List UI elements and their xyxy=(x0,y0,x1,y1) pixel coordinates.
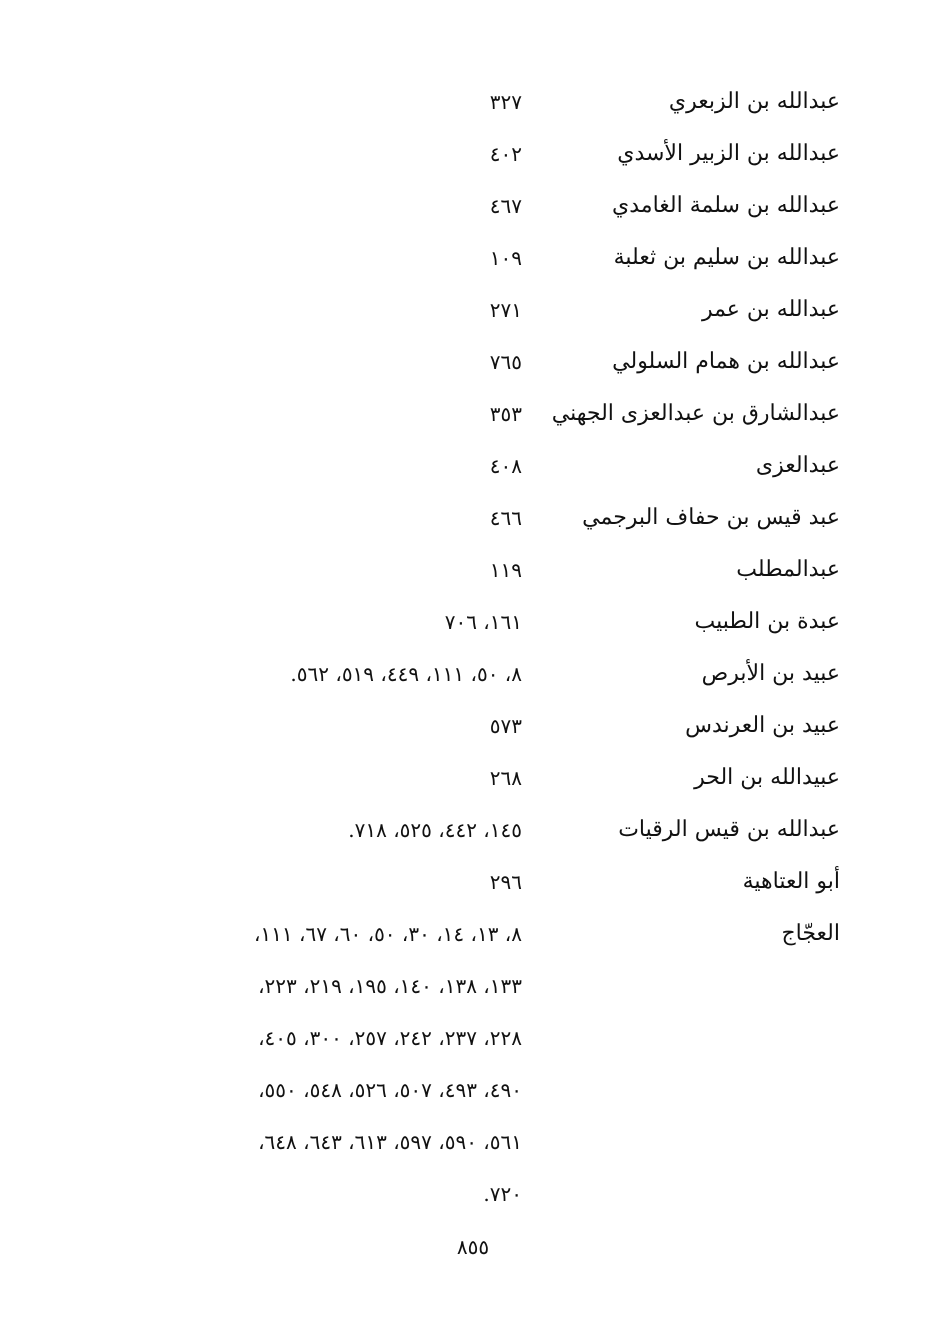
pages-continuation-line: ٤٩٠، ٤٩٣، ٥٠٧، ٥٢٦، ٥٤٨، ٥٥٠، xyxy=(258,1078,522,1102)
entry-name: عبدة بن الطبيب xyxy=(694,609,840,634)
entry-pages: ٤٠٨ xyxy=(489,454,522,478)
entry-pages: ٣٥٣ xyxy=(489,402,522,426)
entry-pages: ٢٦٨ xyxy=(489,766,522,790)
pages-continuation-line: ١٣٣، ١٣٨، ١٤٠، ١٩٥، ٢١٩، ٢٢٣، xyxy=(258,974,522,998)
entry-name: عبدالمطلب xyxy=(736,557,840,582)
entry-pages: ٣٢٧ xyxy=(489,90,522,114)
index-entry xyxy=(0,186,946,226)
entry-name: عبدالله بن قيس الرقيات xyxy=(618,817,840,842)
index-entry xyxy=(0,914,946,954)
entry-pages: ١٦١، ٧٠٦ xyxy=(444,610,522,634)
index-entry xyxy=(0,758,946,798)
index-entry xyxy=(0,342,946,382)
entry-name: عبدالله بن عمر xyxy=(701,297,840,322)
entry-pages: ٤٦٦ xyxy=(489,506,522,530)
entry-pages: ٤٦٧ xyxy=(489,194,522,218)
entry-pages: ٧٦٥ xyxy=(489,350,522,374)
entry-name: عبدالله بن الزبير الأسدي xyxy=(617,141,840,166)
page-number: ٨٥٥ xyxy=(456,1235,490,1259)
entry-pages: ٢٩٦ xyxy=(489,870,522,894)
index-entry xyxy=(0,602,946,642)
entry-name: عبدالله بن سليم بن ثعلبة xyxy=(613,245,840,270)
entry-name: عبدالعزى xyxy=(755,453,840,478)
index-entry xyxy=(0,862,946,902)
entry-name: عبدالله بن سلمة الغامدي xyxy=(612,193,840,218)
entry-pages: ٤٠٢ xyxy=(489,142,522,166)
index-entry xyxy=(0,394,946,434)
index-entry xyxy=(0,810,946,850)
index-entry xyxy=(0,134,946,174)
entry-name: عبيد بن الأبرص xyxy=(701,661,840,686)
entry-pages: ٢٧١ xyxy=(489,298,522,322)
pages-continuation-line: ٧٢٠. xyxy=(483,1182,522,1206)
entry-name: عبدالشارق بن عبدالعزى الجهني xyxy=(551,401,840,426)
entry-name: العجّاج xyxy=(781,921,840,946)
entry-name: عبيدالله بن الحر xyxy=(694,765,840,790)
entry-pages: ١٤٥، ٤٤٢، ٥٢٥، ٧١٨. xyxy=(348,818,522,842)
pages-continuation-line: ٥٦١، ٥٩٠، ٥٩٧، ٦١٣، ٦٤٣، ٦٤٨، xyxy=(258,1130,522,1154)
entry-name: عبيد بن العرندس xyxy=(685,713,840,738)
entry-name: عبد قيس بن حفاف البرجمي xyxy=(582,505,840,530)
entry-pages: ١١٩ xyxy=(489,558,522,582)
index-entry xyxy=(0,82,946,122)
index-entry xyxy=(0,706,946,746)
index-entry xyxy=(0,238,946,278)
entry-name: أبو العتاهية xyxy=(742,869,840,894)
entry-pages: ٥٧٣ xyxy=(489,714,522,738)
index-entry xyxy=(0,550,946,590)
index-entry xyxy=(0,498,946,538)
index-entry xyxy=(0,446,946,486)
entry-pages: ١٠٩ xyxy=(489,246,522,270)
index-entry xyxy=(0,654,946,694)
pages-continuation-line: ٢٢٨، ٢٣٧، ٢٤٢، ٢٥٧، ٣٠٠، ٤٠٥، xyxy=(258,1026,522,1050)
entry-name: عبدالله بن الزبعري xyxy=(668,89,840,114)
entry-pages: ٨، ٥٠، ١١١، ٤٤٩، ٥١٩، ٥٦٢. xyxy=(290,662,522,686)
entry-pages: ٨، ١٣، ١٤، ٣٠، ٥٠، ٦٠، ٦٧، ١١١، xyxy=(253,922,522,946)
entry-name: عبدالله بن همام السلولي xyxy=(612,349,840,374)
index-entry xyxy=(0,290,946,330)
